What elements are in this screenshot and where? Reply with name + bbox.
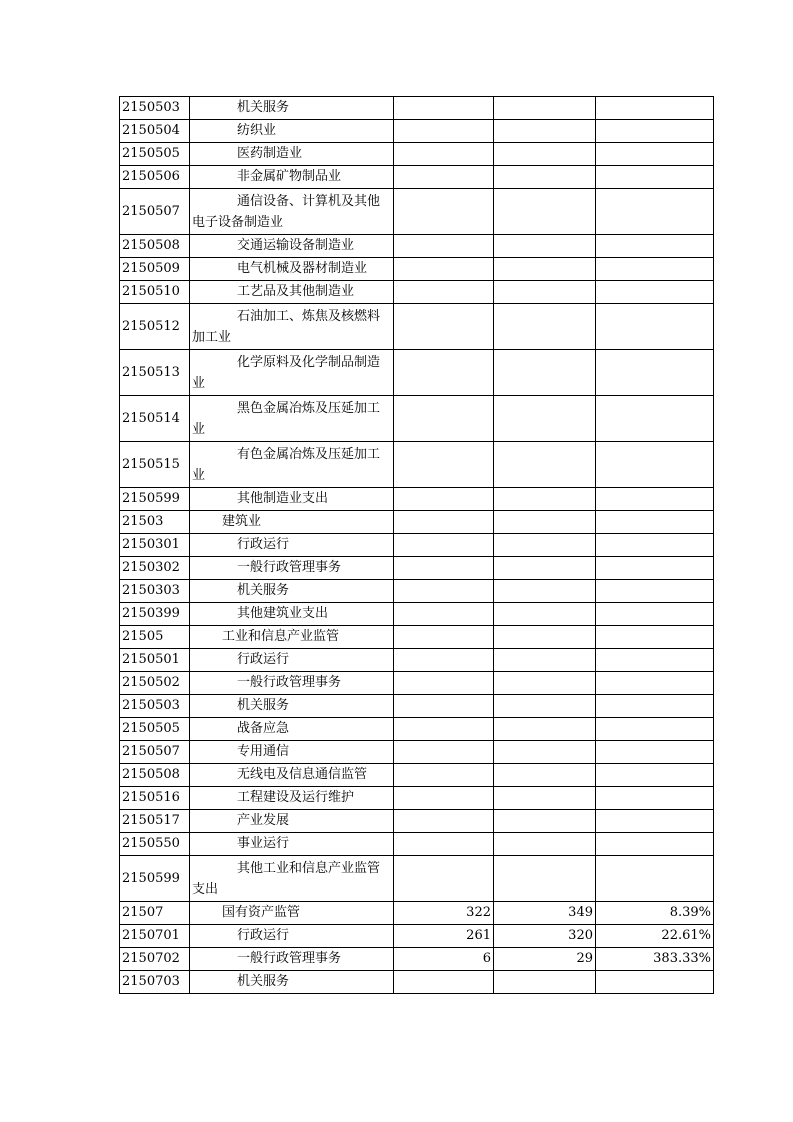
value-1-cell (394, 672, 494, 695)
table-row (120, 948, 714, 971)
percent-change-cell (596, 511, 714, 534)
code-cell: 2150399 (120, 603, 190, 626)
value-2-cell (494, 626, 596, 649)
table-row (120, 258, 714, 281)
value-1-cell (394, 511, 494, 534)
percent-change-cell (596, 258, 714, 281)
value-2-cell (494, 833, 596, 856)
value-1-cell (394, 350, 494, 396)
percent-change-cell (596, 396, 714, 442)
value-2-cell (494, 971, 596, 994)
value-1-cell (394, 856, 494, 902)
table-row (120, 902, 714, 925)
percent-change-cell: 8.39% (596, 902, 714, 925)
value-1-cell (394, 442, 494, 488)
name-cell: 专用通信 (190, 741, 394, 764)
percent-change-cell (596, 557, 714, 580)
code-cell: 2150501 (120, 649, 190, 672)
name-cell: 机关服务 (190, 580, 394, 603)
value-2-cell (494, 718, 596, 741)
code-cell: 21507 (120, 902, 190, 925)
value-1-cell (394, 97, 494, 120)
name-cell: 其他建筑业支出 (190, 603, 394, 626)
percent-change-cell (596, 833, 714, 856)
value-1-cell (394, 396, 494, 442)
code-cell: 2150513 (120, 350, 190, 396)
value-2-cell (494, 787, 596, 810)
value-1-cell (394, 488, 494, 511)
name-cell: 工程建设及运行维护 (190, 787, 394, 810)
table-row (120, 764, 714, 787)
name-cell: 通信设备、计算机及其他电子设备制造业 (190, 189, 394, 235)
code-cell: 2150517 (120, 810, 190, 833)
name-cell: 行政运行 (190, 925, 394, 948)
budget-table-body (120, 97, 714, 994)
value-2-cell (494, 488, 596, 511)
percent-change-cell (596, 787, 714, 810)
percent-change-cell (596, 189, 714, 235)
table-row (120, 833, 714, 856)
code-cell: 21505 (120, 626, 190, 649)
table-row (120, 971, 714, 994)
table-row (120, 626, 714, 649)
name-cell: 交通运输设备制造业 (190, 235, 394, 258)
value-2-cell (494, 856, 596, 902)
name-cell: 其他制造业支出 (190, 488, 394, 511)
value-2-cell (494, 281, 596, 304)
table-row (120, 534, 714, 557)
code-cell: 2150507 (120, 741, 190, 764)
percent-change-cell (596, 764, 714, 787)
table-row (120, 120, 714, 143)
table-row (120, 787, 714, 810)
percent-change-cell (596, 534, 714, 557)
table-row (120, 925, 714, 948)
name-cell: 非金属矿物制品业 (190, 166, 394, 189)
percent-change-cell (596, 649, 714, 672)
code-cell: 2150507 (120, 189, 190, 235)
value-1-cell (394, 120, 494, 143)
code-cell: 2150516 (120, 787, 190, 810)
percent-change-cell (596, 718, 714, 741)
value-2-cell (494, 396, 596, 442)
value-2-cell: 349 (494, 902, 596, 925)
code-cell: 21503 (120, 511, 190, 534)
table-row (120, 281, 714, 304)
value-2-cell (494, 764, 596, 787)
table-row (120, 695, 714, 718)
code-cell: 2150703 (120, 971, 190, 994)
table-row (120, 166, 714, 189)
percent-change-cell (596, 695, 714, 718)
name-cell: 事业运行 (190, 833, 394, 856)
name-cell: 行政运行 (190, 649, 394, 672)
value-1-cell (394, 649, 494, 672)
value-2-cell (494, 580, 596, 603)
value-2-cell (494, 143, 596, 166)
percent-change-cell (596, 741, 714, 764)
name-cell: 医药制造业 (190, 143, 394, 166)
value-2-cell (494, 534, 596, 557)
code-cell: 2150550 (120, 833, 190, 856)
percent-change-cell (596, 350, 714, 396)
percent-change-cell (596, 97, 714, 120)
table-row (120, 603, 714, 626)
name-cell: 战备应急 (190, 718, 394, 741)
name-cell: 工业和信息产业监管 (190, 626, 394, 649)
name-cell: 黑色金属冶炼及压延加工业 (190, 396, 394, 442)
table-row (120, 672, 714, 695)
value-1-cell (394, 166, 494, 189)
table-row (120, 810, 714, 833)
percent-change-cell (596, 120, 714, 143)
value-1-cell (394, 557, 494, 580)
value-2-cell (494, 166, 596, 189)
table-row (120, 350, 714, 396)
name-cell: 机关服务 (190, 695, 394, 718)
value-2-cell (494, 120, 596, 143)
table-row (120, 442, 714, 488)
value-1-cell: 6 (394, 948, 494, 971)
value-1-cell (394, 787, 494, 810)
value-1-cell (394, 971, 494, 994)
percent-change-cell: 22.61% (596, 925, 714, 948)
name-cell: 工艺品及其他制造业 (190, 281, 394, 304)
value-1-cell: 261 (394, 925, 494, 948)
name-cell: 机关服务 (190, 971, 394, 994)
table-row (120, 235, 714, 258)
code-cell: 2150702 (120, 948, 190, 971)
code-cell: 2150508 (120, 764, 190, 787)
value-2-cell (494, 304, 596, 350)
value-2-cell (494, 810, 596, 833)
value-2-cell (494, 258, 596, 281)
value-2-cell (494, 603, 596, 626)
code-cell: 2150503 (120, 97, 190, 120)
code-cell: 2150505 (120, 718, 190, 741)
code-cell: 2150509 (120, 258, 190, 281)
percent-change-cell (596, 488, 714, 511)
value-2-cell: 29 (494, 948, 596, 971)
name-cell: 有色金属冶炼及压延加工业 (190, 442, 394, 488)
name-cell: 一般行政管理事务 (190, 557, 394, 580)
value-1-cell (394, 695, 494, 718)
value-1-cell (394, 189, 494, 235)
code-cell: 2150504 (120, 120, 190, 143)
table-row (120, 511, 714, 534)
value-1-cell (394, 603, 494, 626)
value-1-cell (394, 143, 494, 166)
value-2-cell (494, 695, 596, 718)
value-1-cell (394, 534, 494, 557)
value-2-cell (494, 189, 596, 235)
code-cell: 2150599 (120, 488, 190, 511)
table-row (120, 396, 714, 442)
code-cell: 2150599 (120, 856, 190, 902)
percent-change-cell (596, 166, 714, 189)
code-cell: 2150510 (120, 281, 190, 304)
name-cell: 其他工业和信息产业监管支出 (190, 856, 394, 902)
percent-change-cell (596, 603, 714, 626)
name-cell: 电气机械及器材制造业 (190, 258, 394, 281)
table-row (120, 557, 714, 580)
name-cell: 产业发展 (190, 810, 394, 833)
table-row (120, 304, 714, 350)
table-row (120, 649, 714, 672)
value-2-cell (494, 511, 596, 534)
name-cell: 石油加工、炼焦及核燃料加工业 (190, 304, 394, 350)
percent-change-cell (596, 442, 714, 488)
value-1-cell (394, 304, 494, 350)
code-cell: 2150301 (120, 534, 190, 557)
percent-change-cell (596, 580, 714, 603)
code-cell: 2150303 (120, 580, 190, 603)
percent-change-cell (596, 672, 714, 695)
value-1-cell (394, 580, 494, 603)
percent-change-cell (596, 626, 714, 649)
table-row (120, 580, 714, 603)
name-cell: 化学原料及化学制品制造业 (190, 350, 394, 396)
code-cell: 2150503 (120, 695, 190, 718)
code-cell: 2150508 (120, 235, 190, 258)
value-1-cell (394, 626, 494, 649)
name-cell: 无线电及信息通信监管 (190, 764, 394, 787)
table-row (120, 856, 714, 902)
percent-change-cell (596, 281, 714, 304)
budget-table (119, 96, 714, 994)
name-cell: 国有资产监管 (190, 902, 394, 925)
table-row (120, 97, 714, 120)
value-2-cell (494, 557, 596, 580)
percent-change-cell (596, 810, 714, 833)
percent-change-cell (596, 971, 714, 994)
name-cell: 机关服务 (190, 97, 394, 120)
table-row (120, 143, 714, 166)
percent-change-cell (596, 304, 714, 350)
value-1-cell: 322 (394, 902, 494, 925)
name-cell: 纺织业 (190, 120, 394, 143)
value-1-cell (394, 281, 494, 304)
name-cell: 行政运行 (190, 534, 394, 557)
code-cell: 2150502 (120, 672, 190, 695)
code-cell: 2150512 (120, 304, 190, 350)
table-row (120, 741, 714, 764)
value-1-cell (394, 764, 494, 787)
value-2-cell (494, 235, 596, 258)
value-2-cell (494, 672, 596, 695)
percent-change-cell (596, 856, 714, 902)
percent-change-cell: 383.33% (596, 948, 714, 971)
value-2-cell (494, 350, 596, 396)
code-cell: 2150701 (120, 925, 190, 948)
value-2-cell (494, 442, 596, 488)
percent-change-cell (596, 235, 714, 258)
table-row (120, 718, 714, 741)
name-cell: 一般行政管理事务 (190, 672, 394, 695)
code-cell: 2150505 (120, 143, 190, 166)
code-cell: 2150506 (120, 166, 190, 189)
value-2-cell (494, 741, 596, 764)
name-cell: 建筑业 (190, 511, 394, 534)
table-row (120, 189, 714, 235)
value-1-cell (394, 741, 494, 764)
code-cell: 2150302 (120, 557, 190, 580)
value-1-cell (394, 810, 494, 833)
value-2-cell: 320 (494, 925, 596, 948)
table-row (120, 488, 714, 511)
code-cell: 2150515 (120, 442, 190, 488)
value-1-cell (394, 235, 494, 258)
code-cell: 2150514 (120, 396, 190, 442)
value-1-cell (394, 258, 494, 281)
value-2-cell (494, 97, 596, 120)
value-1-cell (394, 718, 494, 741)
value-2-cell (494, 649, 596, 672)
value-1-cell (394, 833, 494, 856)
name-cell: 一般行政管理事务 (190, 948, 394, 971)
percent-change-cell (596, 143, 714, 166)
